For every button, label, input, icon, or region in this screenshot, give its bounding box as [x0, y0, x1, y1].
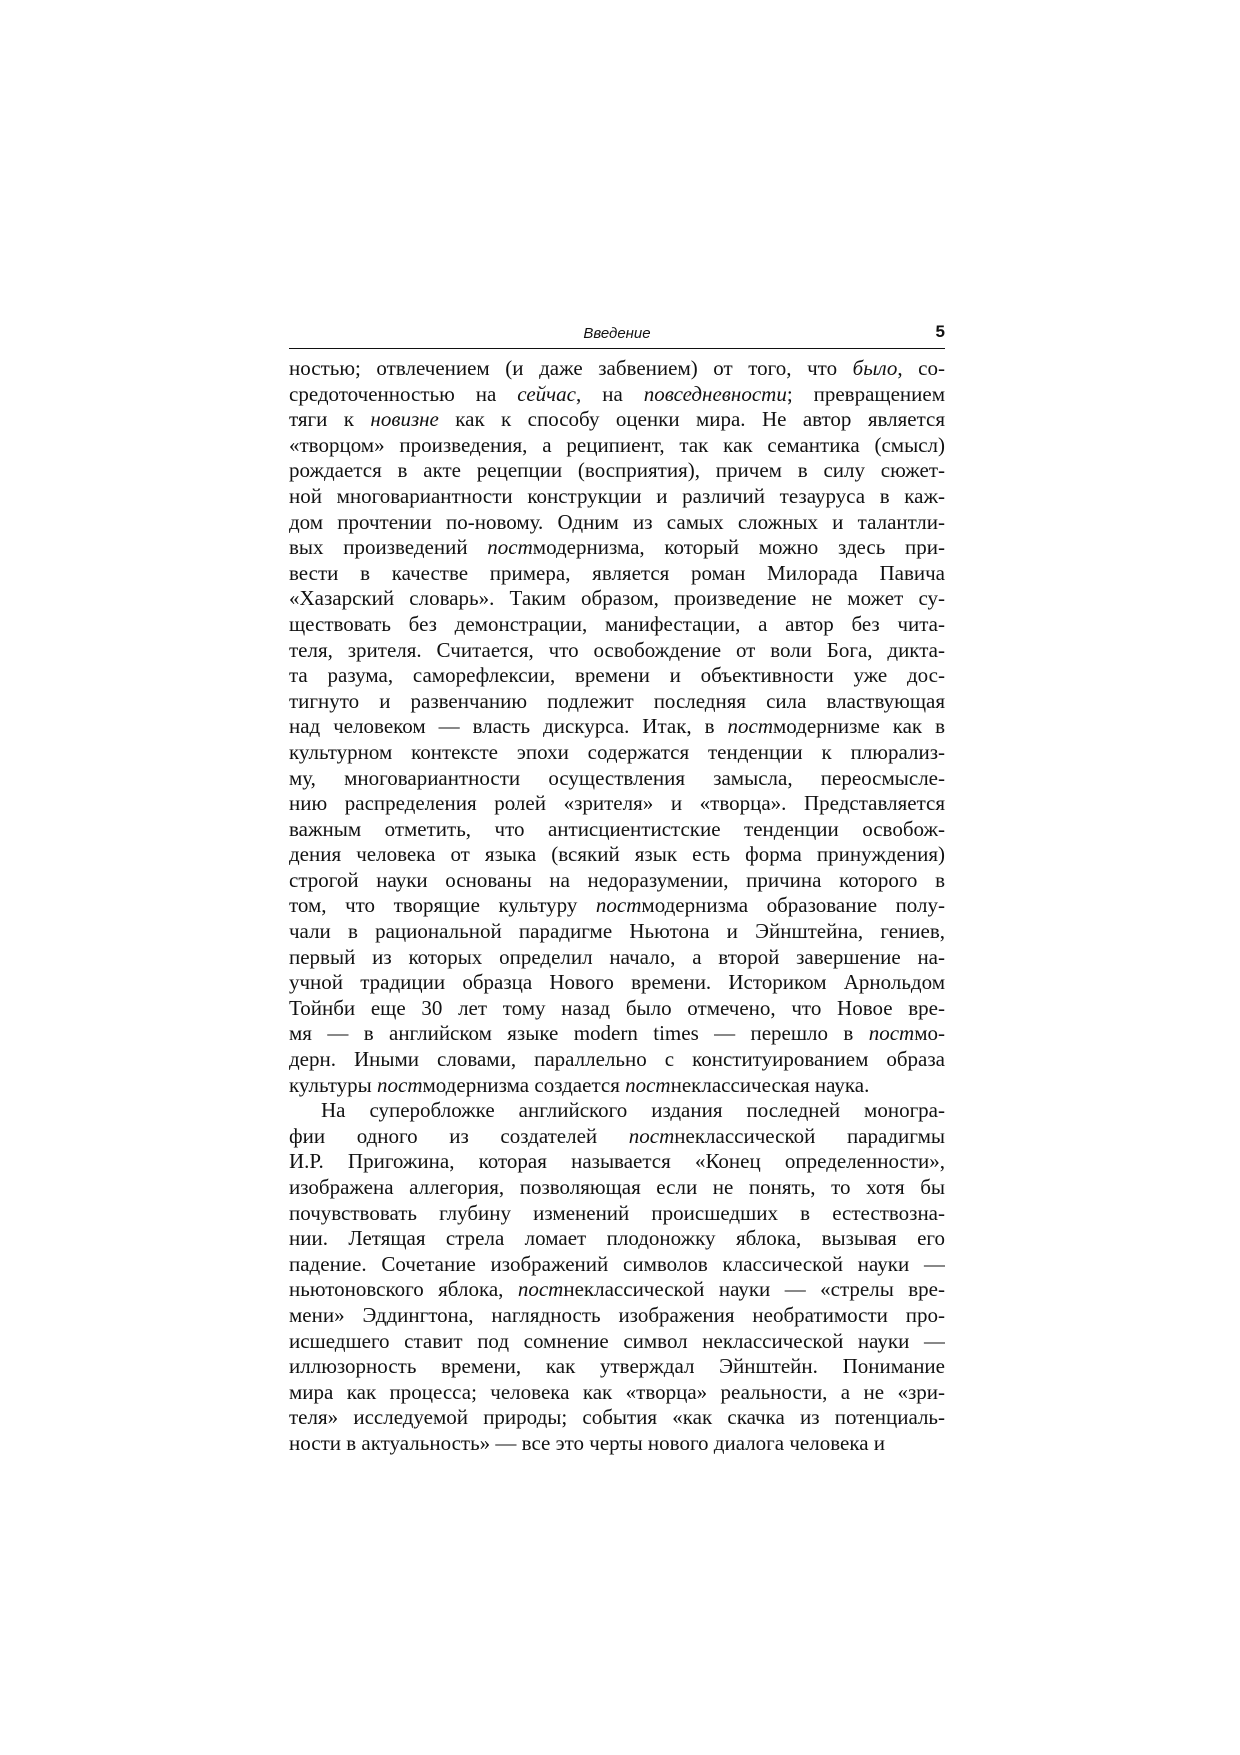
- text-segment: неклассической науки — «стрелы вре-: [563, 1277, 945, 1302]
- text-line: [289, 1047, 945, 1073]
- text-line: [289, 1098, 945, 1124]
- text-line: [289, 484, 945, 510]
- text-segment: культуры: [289, 1072, 377, 1097]
- text-segment: му, многовариантности осуществления замысла, переосмысле-: [289, 765, 945, 790]
- text-segment: строгой науки основаны на недоразумении, причина которого в: [289, 867, 945, 892]
- text-segment: модернизма образование полу-: [641, 893, 945, 918]
- text-line: [289, 458, 945, 484]
- text-line: [289, 919, 945, 945]
- text-segment: нию распределения ролей «зрителя» и «творца». Представляется: [289, 791, 945, 816]
- text-line: [289, 1149, 945, 1175]
- text-segment: , со-: [897, 356, 945, 380]
- text-line: [289, 1124, 945, 1150]
- text-segment: средоточенностью на: [289, 381, 518, 406]
- text-segment: ньютоновского яблока,: [289, 1277, 518, 1302]
- text-segment: падение. Сочетание изображений символов классической науки —: [289, 1251, 945, 1276]
- italic-text: сейчас: [517, 381, 576, 406]
- text-line: [289, 766, 945, 792]
- text-line: [289, 561, 945, 587]
- text-line: [289, 1405, 945, 1431]
- italic-text: пост: [868, 1021, 915, 1046]
- text-line: [289, 1252, 945, 1278]
- text-line: [289, 1380, 945, 1406]
- text-segment: изображена аллегория, позволяющая если не понять, то хотя бы: [289, 1175, 945, 1199]
- text-segment: тигнуто и развенчанию подлежит последняя сила властвующая: [289, 688, 945, 713]
- text-segment: ной многовариантности конструкции и различий тезауруса в каж-: [289, 483, 945, 508]
- text-segment: Тойнби еще 30 лет тому назад было отмечено, что Новое вре-: [289, 995, 945, 1020]
- text-line: [289, 740, 945, 766]
- text-segment: И.Р. Пригожина, которая называется «Конец определенности»,: [289, 1149, 945, 1174]
- text-line: [289, 868, 945, 894]
- text-line: [289, 996, 945, 1022]
- text-line: [289, 535, 945, 561]
- paragraph: [289, 1098, 945, 1456]
- text-segment: мени» Эддингтона, наглядность изображения необратимости про-: [289, 1302, 945, 1327]
- text-segment: «творцом» произведения, а реципиент, так как семантика (смысл): [289, 432, 945, 457]
- text-line: [289, 1354, 945, 1380]
- italic-text: пост: [727, 714, 773, 739]
- text-line: [289, 382, 945, 408]
- text-segment: рождается в акте рецепции (восприятия), причем в силу сюжет-: [289, 458, 945, 483]
- text-line: [289, 586, 945, 612]
- text-segment: почувствовать глубину изменений происшедших в естествозна-: [289, 1200, 945, 1225]
- text-segment: та разума, саморефлексии, времени и объективности уже дос-: [289, 663, 945, 688]
- text-segment: над человеком — власть дискурса. Итак, в: [289, 714, 728, 739]
- text-line: [289, 356, 945, 382]
- text-line: [289, 970, 945, 996]
- text-segment: вести в качестве примера, является роман Милорада Павича: [289, 560, 945, 585]
- paragraph: [289, 356, 945, 1098]
- text-segment: ществовать без демонстрации, манифестации, а автор без чита-: [289, 611, 945, 636]
- italic-text: было: [852, 356, 898, 380]
- text-segment: На суперобложке английского издания последней моногра-: [321, 1098, 945, 1123]
- text-segment: , на: [576, 381, 644, 406]
- italic-text: повседневности: [643, 381, 787, 406]
- italic-text: пост: [595, 893, 642, 918]
- text-segment: ; превращением: [786, 381, 945, 406]
- text-segment: теля» исследуемой природы; события «как скачка из потенциаль-: [289, 1405, 945, 1430]
- text-segment: модернизма создается: [422, 1072, 626, 1097]
- italic-text: новизне: [370, 407, 439, 432]
- text-line: [289, 1175, 945, 1201]
- running-head-title: Введение: [583, 325, 651, 342]
- text-line: [289, 791, 945, 817]
- text-line: [289, 1021, 945, 1047]
- text-segment: как к способу оценки мира. Не автор является: [438, 407, 945, 432]
- text-segment: важным отметить, что антисциентистские тенденции освобож-: [289, 816, 945, 841]
- text-segment: дом прочтении по-новому. Одним из самых сложных и талантли-: [289, 509, 945, 534]
- text-segment: ностью; отвлечением (и даже забвением) от того, что: [289, 356, 853, 380]
- text-segment: тяги к: [289, 407, 371, 432]
- italic-text: пост: [625, 1072, 671, 1097]
- text-segment: модернизме как в: [773, 714, 945, 739]
- text-line: [289, 714, 945, 740]
- text-segment: «Хазарский словарь». Таким образом, произведение не может су-: [289, 586, 945, 611]
- text-segment: нии. Летящая стрела ломает плодоножку яблока, вызывая его: [289, 1226, 945, 1251]
- text-segment: ности в актуальность» — все это черты нового диалога человека и: [289, 1430, 886, 1455]
- text-segment: том, что творящие культуру: [289, 893, 596, 918]
- text-segment: дения человека от языка (всякий язык есть форма принуждения): [289, 842, 945, 867]
- text-segment: фии одного из создателей: [289, 1123, 629, 1148]
- italic-text: пост: [487, 535, 533, 560]
- body-text: [289, 356, 945, 1457]
- text-line: [289, 1201, 945, 1227]
- text-line: [289, 1431, 945, 1457]
- text-line: [289, 1303, 945, 1329]
- text-line: [289, 1073, 945, 1099]
- italic-text: пост: [377, 1072, 423, 1097]
- text-segment: неклассическая наука.: [670, 1072, 870, 1097]
- text-segment: мира как процесса; человека как «творца» реальности, а не «зри-: [289, 1379, 945, 1404]
- text-line: [289, 817, 945, 843]
- text-line: [289, 689, 945, 715]
- text-line: [289, 407, 945, 433]
- text-line: [289, 945, 945, 971]
- book-page: [289, 320, 945, 1457]
- text-segment: неклассической парадигмы: [674, 1123, 945, 1148]
- italic-text: пост: [628, 1123, 675, 1148]
- text-line: [289, 1329, 945, 1355]
- text-line: [289, 893, 945, 919]
- text-segment: исшедшего ставит под сомнение символ неклассической науки —: [289, 1328, 945, 1353]
- page-number: 5: [935, 322, 945, 341]
- text-segment: дерн. Иными словами, параллельно с конституированием образа: [289, 1047, 945, 1072]
- text-line: [289, 638, 945, 664]
- running-head: [289, 320, 945, 349]
- text-line: [289, 1226, 945, 1252]
- text-line: [289, 612, 945, 638]
- text-segment: вых произведений: [289, 535, 488, 560]
- text-line: [289, 510, 945, 536]
- text-segment: чали в рациональной парадигме Ньютона и Эйнштейна, гениев,: [289, 919, 945, 944]
- italic-text: пост: [517, 1277, 564, 1302]
- text-line: [289, 842, 945, 868]
- text-line: [289, 1277, 945, 1303]
- text-line: [289, 663, 945, 689]
- text-segment: мо-: [914, 1021, 945, 1046]
- text-segment: модернизма, который можно здесь при-: [532, 535, 945, 560]
- text-line: [289, 433, 945, 459]
- text-segment: культурном контексте эпохи содержатся тенденции к плюрализ-: [289, 739, 945, 764]
- text-segment: иллюзорность времени, как утверждал Эйнштейн. Понимание: [289, 1354, 945, 1379]
- text-segment: теля, зрителя. Считается, что освобождение от воли Бога, дикта-: [289, 637, 945, 662]
- text-segment: учной традиции образца Нового времени. Историком Арнольдом: [289, 970, 945, 995]
- text-segment: первый из которых определил начало, а второй завершение на-: [289, 944, 945, 969]
- text-segment: мя — в английском языке modern times — перешло в: [289, 1021, 869, 1046]
